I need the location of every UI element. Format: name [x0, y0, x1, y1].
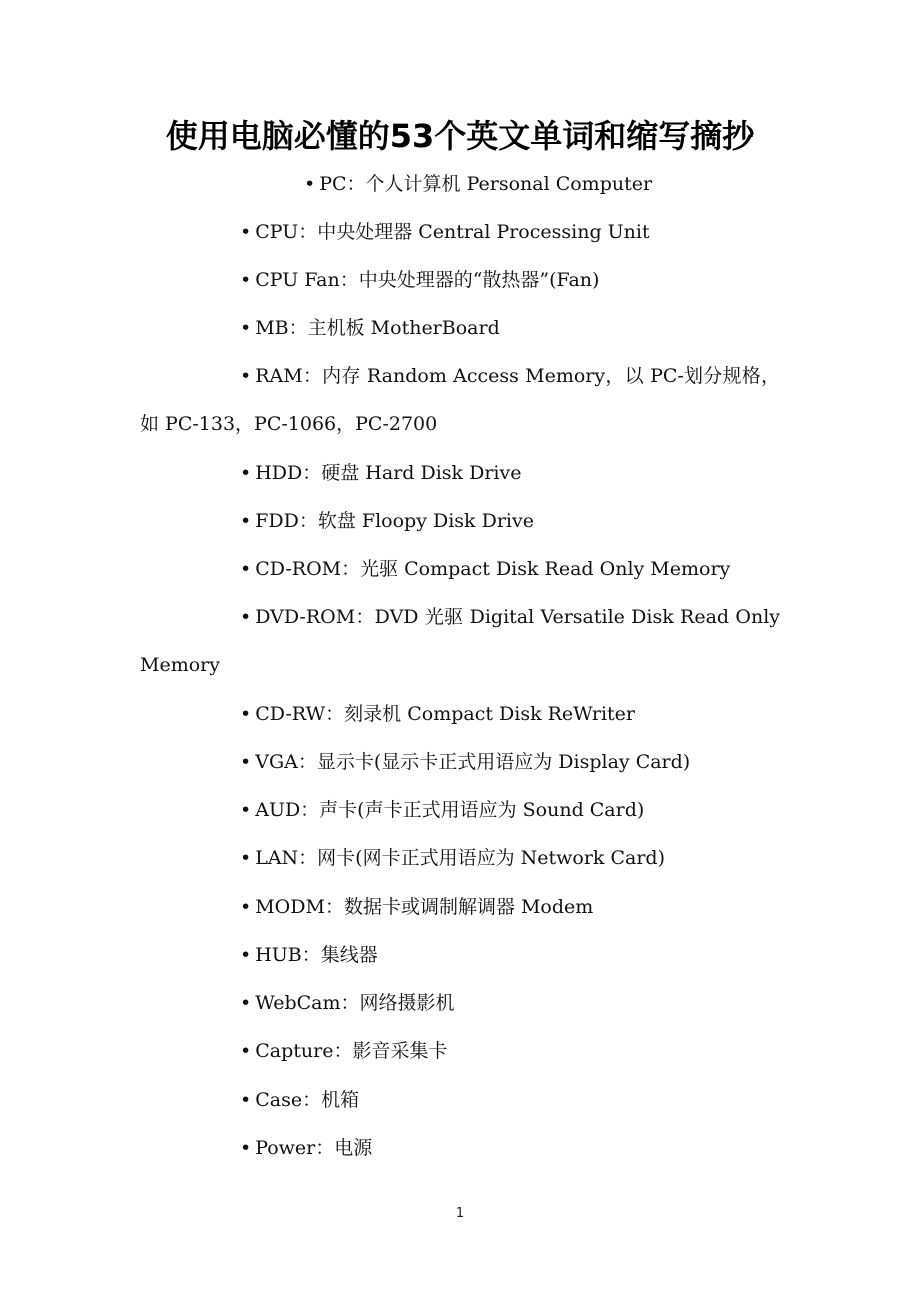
- list-item-text: HDD：硬盘 Hard Disk Drive: [255, 462, 522, 484]
- list-item: [140, 786, 780, 834]
- list-item: [140, 883, 780, 931]
- bullet: •: [240, 799, 252, 821]
- list-item-text: CPU Fan：中央处理器的“散热器”(Fan): [255, 269, 600, 291]
- bullet: •: [240, 269, 252, 291]
- bullet: •: [240, 221, 252, 243]
- list-item: [140, 208, 780, 256]
- list-item: [140, 497, 780, 545]
- bullet: •: [304, 173, 316, 195]
- list-item-text: CD-RW：刻录机 Compact Disk ReWriter: [255, 703, 635, 725]
- list-item-text: RAM：内存 Random Access Memory，以 PC-划分规格，如 PC-133，PC-1066，PC-2700: [140, 365, 780, 435]
- list-item-text: FDD：软盘 Floopy Disk Drive: [255, 510, 534, 532]
- list-item-text: DVD-ROM：DVD 光驱 Digital Versatile Disk Read Only Memory: [140, 606, 780, 676]
- list-item: [140, 834, 780, 882]
- list-item: [140, 449, 780, 497]
- list-item-text: HUB：集线器: [255, 944, 378, 966]
- list-item: [140, 1076, 780, 1124]
- list-item: [140, 304, 780, 352]
- list-item-text: LAN：网卡(网卡正式用语应为 Network Card): [255, 847, 665, 869]
- bullet: •: [240, 558, 252, 580]
- list-item: [140, 931, 780, 979]
- bullet: •: [240, 944, 252, 966]
- list-item-text: VGA：显示卡(显示卡正式用语应为 Display Card): [255, 751, 691, 773]
- page-number: 1: [455, 1206, 465, 1221]
- list-item: [140, 160, 780, 208]
- list-item: [140, 738, 780, 786]
- bullet: •: [240, 896, 252, 918]
- bullet: •: [240, 365, 252, 387]
- list-item-text: CPU：中央处理器 Central Processing Unit: [255, 221, 650, 243]
- bullet: •: [240, 510, 252, 532]
- list-item-text: PC：个人计算机 Personal Computer: [319, 173, 653, 195]
- bullet: •: [240, 847, 252, 869]
- list-item: [140, 690, 780, 738]
- bullet: •: [240, 1040, 252, 1062]
- list-item-text: MODM：数据卡或调制解调器 Modem: [255, 896, 594, 918]
- document-title: 使用电脑必懂的53个英文单词和缩写摘抄: [165, 117, 755, 155]
- bullet: •: [240, 462, 252, 484]
- list-item-text: AUD：声卡(声卡正式用语应为 Sound Card): [255, 799, 645, 821]
- list-item-text: WebCam：网络摄影机: [255, 992, 455, 1014]
- bullet: •: [240, 317, 252, 339]
- bullet: •: [240, 1137, 252, 1159]
- list-item-text: CD-ROM：光驱 Compact Disk Read Only Memory: [255, 558, 731, 580]
- bullet: •: [240, 1089, 252, 1111]
- list-item: [140, 256, 780, 304]
- bullet: •: [240, 751, 252, 773]
- bullet: •: [240, 992, 252, 1014]
- list-item: [140, 979, 780, 1027]
- list-item: [140, 352, 780, 448]
- list-item: [140, 1027, 780, 1075]
- list-item-text: MB：主机板 MotherBoard: [255, 317, 500, 339]
- list-item: [140, 593, 780, 689]
- list-item: [140, 1124, 780, 1172]
- bullet: •: [240, 606, 252, 628]
- list-item: [140, 545, 780, 593]
- list-item-text: Case：机箱: [255, 1089, 360, 1111]
- list-item-text: Power：电源: [255, 1137, 373, 1159]
- list-item-text: Capture：影音采集卡: [255, 1040, 448, 1062]
- bullet: •: [240, 703, 252, 725]
